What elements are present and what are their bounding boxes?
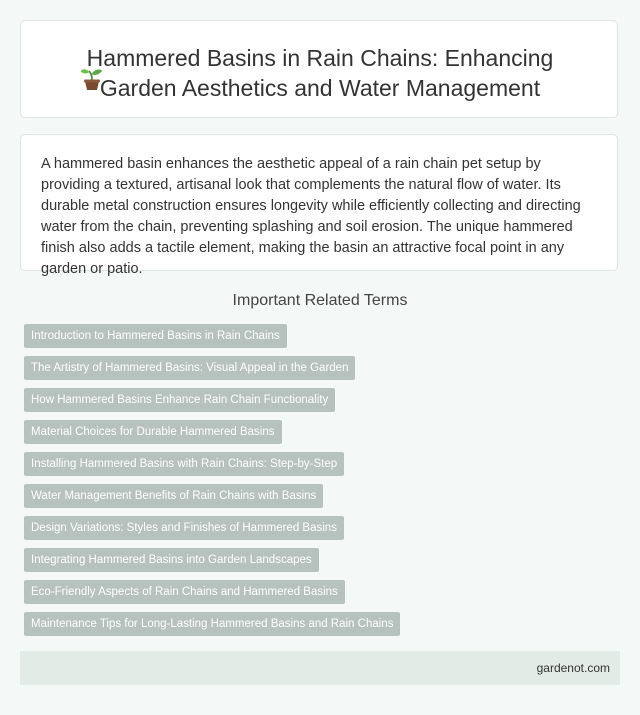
related-term-link[interactable]: The Artistry of Hammered Basins: Visual Appeal in the Garden bbox=[24, 356, 355, 380]
related-term-link[interactable]: Introduction to Hammered Basins in Rain Chains bbox=[24, 324, 287, 348]
title-card bbox=[20, 20, 618, 118]
related-term-link[interactable]: Eco-Friendly Aspects of Rain Chains and Hammered Basins bbox=[24, 580, 345, 604]
footer bbox=[20, 651, 620, 685]
footer-site-link[interactable]: gardenot.com bbox=[536, 661, 610, 675]
page-title-line-1: Hammered Basins in Rain Chains: Enhancing bbox=[86, 45, 554, 71]
related-term-link[interactable]: Maintenance Tips for Long-Lasting Hammered Basins and Rain Chains bbox=[24, 612, 400, 636]
related-terms-list bbox=[24, 324, 620, 644]
related-term-link[interactable]: Material Choices for Durable Hammered Basins bbox=[24, 420, 282, 444]
related-term-link[interactable]: Installing Hammered Basins with Rain Chains: Step-by-Step bbox=[24, 452, 344, 476]
summary-card bbox=[20, 134, 618, 277]
page-title-line-2: Garden Aesthetics and Water Management bbox=[99, 75, 541, 101]
related-term-link[interactable]: Water Management Benefits of Rain Chains with Basins bbox=[24, 484, 323, 508]
related-term-link[interactable]: How Hammered Basins Enhance Rain Chain Functionality bbox=[24, 388, 335, 412]
related-terms-heading: Important Related Terms bbox=[232, 292, 408, 309]
page-title bbox=[21, 43, 619, 103]
related-term-link[interactable]: Integrating Hammered Basins into Garden Landscapes bbox=[24, 548, 319, 572]
related-term-link[interactable]: Design Variations: Styles and Finishes of Hammered Basins bbox=[24, 516, 344, 540]
summary-text: A hammered basin enhances the aesthetic appeal of a rain chain pet setup by providing a textured, artisanal look that complements the natural flow of water. Its durable metal construction ensures longevity while efficiently collecting and directing water from the chain, preventing splashing and soil erosion. The unique hammered finish also adds a tactile element, making the basin an attractive focal point in any garden or patio. bbox=[41, 156, 581, 277]
